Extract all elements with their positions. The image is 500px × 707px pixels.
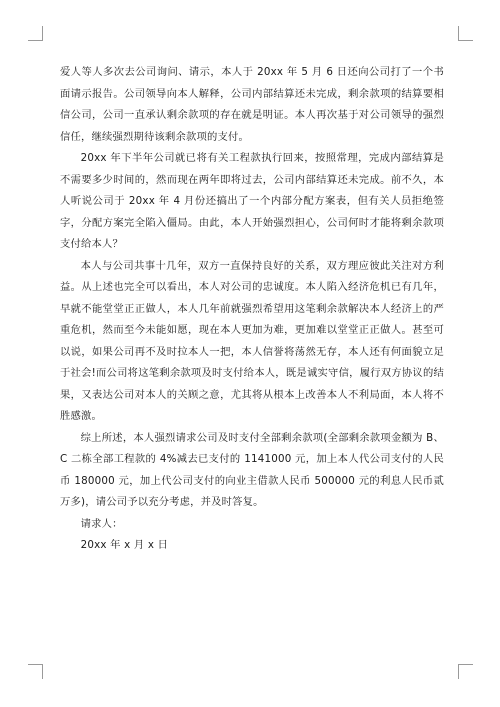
- crop-mark-bottom-left: [28, 664, 43, 679]
- paragraph-relationship-appeal: 本人与公司共事十几年，双方一直保持良好的关系，双方理应彼此关注对方利益。从上述也完全可以看出，本人对公司的忠诚度。本人陷入经济危机已有几年，早就不能堂堂正正做人，本人几年前就强烈希望用这笔剩余款解决本人经济上的严重危机，然而至今未能如愿，现在本人更加为难，更加难以堂堂正正做人。甚至可以说，如果公司再不及时拉本人一把，本人信誉将荡然无存，本人还有何面貌立足于社会!而公司将这笔剩余款项及时支付给本人，既是诚实守信，履行双方协议的结果，又表达公司对本人的关顾之意，尤其将从根本上改善本人不利局面，本人将不胜感激。: [60, 259, 444, 422]
- requester-line: 请求人：: [80, 517, 123, 530]
- crop-mark-top-left: [28, 26, 43, 41]
- document-body: [60, 62, 444, 557]
- date-line: 20xx 年 x 月 x 日: [80, 539, 169, 551]
- crop-mark-top-right: [458, 26, 473, 41]
- paragraph-inquiry-history: 爱人等人多次去公司询问、请示，本人于 20xx 年 5 月 6 日还向公司打了一个书面请示报告。公司领导向本人解释，公司内部结算还未完成，剩余款项的结算要相信公司，公司一直承认剩余款项的存在就是明证。本人再次基于对公司领导的强烈信任，继续强烈期待该剩余款项的支付。: [60, 66, 444, 143]
- paragraph-summary-request: 综上所述，本人强烈请求公司及时支付全部剩余款项(全部剩余款项金额为 B、C 二栋全部工程款的 4%减去已支付的 1141000 元，加上本人代公司支付的人民币 180000 元，加上代公司支付的向业主借款人民币 500000 元的利息人民币贰万多)，请公司予以充分考虑，并及时答复。: [60, 431, 444, 508]
- paragraph-settlement-delay: 20xx 年下半年公司就已将有关工程款执行回来，按照常理，完成内部结算是不需要多少时间的，然而现在两年即将过去，公司内部结算还未完成。前不久，本人听说公司于 20xx 年 4 月份还搞出了一个内部分配方案表，但有关人员拒绝签字，分配方案完全陷入僵局。由此，本人开始强烈担心，公司何时才能将剩余款项支付给本人？: [60, 152, 444, 250]
- crop-mark-bottom-right: [458, 664, 473, 679]
